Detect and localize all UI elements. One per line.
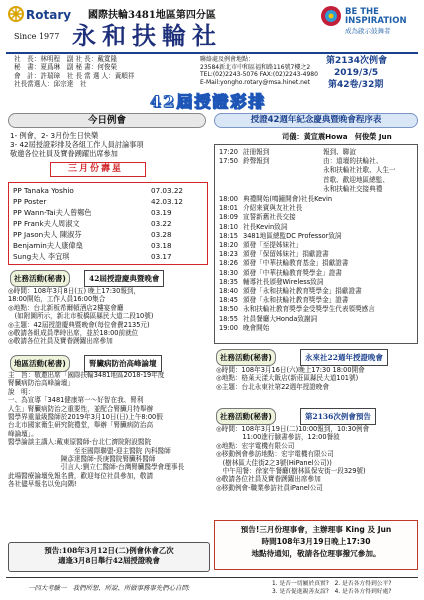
address-line: 23584新北市中和區福和路116號7樓之2 <box>200 63 311 71</box>
district-label: 國際扶輪3481地區第四分區 <box>88 10 216 21</box>
activity-details <box>8 287 153 346</box>
program-item: 頒發「永和扶輪社教育獎學金」證書 <box>243 296 349 305</box>
four-way-test-item: 1. 是否一切屬於真實? 2. 是否各方得到公平? <box>272 581 392 587</box>
program-item: 頒發「保留姊妹社」捐獻證書 <box>243 250 329 259</box>
detail-line: ◎主題：台北永東社第22週年授證晚會 <box>216 382 330 391</box>
detail-line: 醫學論談主講人:戴東原醫師-台北仁濟院附設醫院 <box>8 438 152 447</box>
activity-details <box>216 366 365 391</box>
birthday-date: 03.19 <box>151 208 172 217</box>
detail-line: 陳彥達醫師-長庚醫院腎臟科醫師 <box>8 455 156 464</box>
program-item: 晚會開始 <box>243 323 270 332</box>
detail-line: 醫學界重量級醫師於2019年3月10日(日)上午8:00假 <box>8 413 163 422</box>
program-time: 18:26 <box>219 259 239 268</box>
list-item: 敬邀各位社員及寶眷踴躍出席參加 <box>10 149 118 159</box>
program-item: 社員餐廳大Honda致謝詞 <box>243 314 318 323</box>
program-time: 18:55 <box>219 314 239 323</box>
detail-line: 中午用餐：徐家牛餐廳(樹林區保安街一段329號) <box>216 467 366 476</box>
birthday-date: 03.17 <box>151 252 172 261</box>
program-time: 18:01 <box>219 204 239 213</box>
program-item: 頒發「中華扶輪教育基金」捐獻證書 <box>243 259 349 268</box>
footer-rule <box>6 577 418 578</box>
program-note: 首歌、歡迎地區總監、 <box>323 175 389 184</box>
birthday-names <box>13 185 92 262</box>
birthday-name: Benjamin夫人康偉燊 <box>13 241 83 250</box>
program-item: 頒發「中華扶輪教育獎學金」證書 <box>243 268 342 277</box>
four-way-test-list <box>272 580 391 596</box>
program-items-top <box>243 148 269 166</box>
since-label: Since 1977 <box>14 32 60 41</box>
program-items-2 <box>243 195 375 333</box>
address-line: TEL:(02)2243-5076 FAX:(02)2243-4980 <box>200 71 318 79</box>
officers-list <box>14 55 134 89</box>
program-item: 典禮開始(鳴鐘開會)社長Kevin <box>243 195 333 203</box>
program-note: 由：道壇的扶輪社、 <box>323 157 383 166</box>
notice-line: 預告!三月份理事會，主辦理事 King 及 Jun <box>240 525 392 534</box>
header-rule <box>6 52 418 54</box>
issue-date: 2019/3/5 <box>334 68 379 78</box>
notice-line: 地點待通知，敬請各位理事撥冗參加。 <box>251 549 381 558</box>
program-time: 18:15 <box>219 231 239 240</box>
detail-line: ◎時間：108年3月8日(五) 晚上17:30報到， <box>8 287 141 295</box>
program-item: 社長Kevin致詞 <box>243 222 288 231</box>
activity-tag: 社務活動(秘書) <box>216 349 276 366</box>
detail-line: 主 旨：敬邀出席「國際扶輪3481地區2018-19年度 <box>8 371 165 379</box>
four-way-test-item: 3. 是否促進親善友誼? 4. 是否各方得到好處? <box>272 589 392 595</box>
program-header: 授證42週年紀念慶典暨晚會程序表 <box>214 113 418 128</box>
detail-line: 各社儘早報名以免向隅! <box>8 480 77 489</box>
activity-title: 永來社22週年授證晚會 <box>300 349 388 366</box>
birthday-name: PP Jason夫人 陳淑芬 <box>13 230 82 239</box>
inspiration-logo-icon <box>320 5 342 27</box>
program-item: 頒發「至提姊妹社」 <box>243 241 303 250</box>
program-time: 18:20 <box>219 241 239 250</box>
list-item: 3- 42屆授證彩排及各組工作人員討論事項 <box>10 140 144 150</box>
detail-line: 腎臟病防治高峰論壇」 <box>8 379 74 388</box>
birthday-dates <box>151 185 183 262</box>
activity-details <box>8 371 184 489</box>
program-box <box>214 144 418 344</box>
program-item: 永和扶輪社教育獎學金受獎學生代表領獎感言 <box>243 305 375 314</box>
birthday-date: 03.28 <box>151 230 172 239</box>
issue-number: 第2134次例會 <box>326 56 388 66</box>
detail-line: 11:00進行臉書參訪，12:00餐敘 <box>216 433 340 442</box>
program-note: 永和扶輪社社歌、人生一 <box>323 166 396 175</box>
birthday-name: PP Tanaka Yoshio <box>13 186 74 195</box>
detail-line: ◎敬請各位社員及寶眷踴躍出席參加 <box>216 475 321 484</box>
inspiration-subtitle: 成為啟示鼓舞者 <box>345 27 391 35</box>
birthday-name: PP Frank夫人周淑文 <box>13 219 80 228</box>
birthday-title: 三月份壽星 <box>68 164 124 174</box>
suspension-notice <box>8 542 210 572</box>
program-item: 宣誓新舊社長交接 <box>243 213 296 222</box>
detail-line: ◎地點：台北新板希爾頓酒店2樓宴會廳 <box>8 303 124 312</box>
address-line: E-Mail:yongho.rotary@msa.hinet.net <box>200 78 310 86</box>
program-time: 18:50 <box>219 305 239 314</box>
detail-line: 峰論壇」。 <box>8 429 38 438</box>
detail-line: ◎地點：格萊天漾大飯店(新莊區縣民大道101號) <box>216 374 359 383</box>
activity-title: 第2136次例會預告 <box>300 408 376 425</box>
detail-line: 引言人:劉立仁醫師-台灣腎臟醫學會理事長 <box>8 463 185 472</box>
detail-line: 人生」腎臟病防治之重要性，並配合腎臟月特舉辦 <box>8 404 154 413</box>
program-note: 報到、聯誼 <box>323 148 356 156</box>
detail-line: 至至國際聯盟-迎主醫院 內科醫師 <box>8 446 171 455</box>
program-item: 輔導社長頒發Wireless致詞 <box>243 277 324 286</box>
program-time: 18:30 <box>219 268 239 277</box>
detail-line: 說 明： <box>8 387 35 396</box>
program-time: 18:09 <box>219 213 239 222</box>
program-times <box>219 148 238 166</box>
activity-title: 42屆授證慶典暨晚會 <box>84 270 164 287</box>
detail-line: 一、為宣導「3481健康第一～好智在我、腎利 <box>8 396 144 405</box>
header <box>0 0 424 112</box>
program-time: 18:23 <box>219 250 239 259</box>
rotary-wheel-icon <box>8 6 24 22</box>
birthday-name: Sung夫人 李宜琪 <box>13 252 70 261</box>
program-time: 17:50 <box>219 157 239 166</box>
club-name: 永和扶輪社 <box>72 21 222 50</box>
activity-title: 腎臟病防治高峰論壇 <box>84 355 162 372</box>
detail-line: ◎敬請各組成員準時出席，並於18:00前就位 <box>8 329 139 338</box>
rotary-brand: Rotary <box>26 8 72 22</box>
birthday-name: PP Poster <box>13 197 47 206</box>
program-item: 介紹來賓與友社社長 <box>243 204 303 213</box>
birthday-name: PP Wann-Tai夫人曾鄭色 <box>13 208 92 217</box>
program-item: 鈴聲報到 <box>243 157 270 166</box>
activity-details <box>216 425 369 492</box>
today-meeting-header: 今日例會 <box>8 113 206 128</box>
birthday-date: 07.03.22 <box>151 186 184 195</box>
detail-line: 18:00開始，工作人員16:00集合 <box>8 295 106 304</box>
detail-line: ◎時間：108年3月19日(二)10:00報到，10:30例會 <box>216 425 370 433</box>
program-time: 18:00 <box>219 195 239 203</box>
detail-line: 此場醫療論壇免報名費，歡迎每位社員參加，敬請 <box>8 471 154 480</box>
program-hosts: 司儀：黃宣震Howa 何俊榮 Jun <box>282 132 392 141</box>
program-time: 18:10 <box>219 222 239 231</box>
program-item: 3481地區總監DC Professor致詞 <box>243 231 342 240</box>
notice-text: 預告:108年3月12日(二)例會休會乙次 適逢3月8日舉行42屆授證晚會 <box>44 546 174 565</box>
detail-line: ◎主題：42屆授證慶典暨晚會(每位會費2135元) <box>8 320 150 329</box>
program-item: 註冊報到 <box>243 148 270 156</box>
detail-line: (如附圖所示，新北市板橋區縣民大道二段10號) <box>8 312 154 321</box>
officer-line: 社 長：林明程 副 社 長：戴寬隆 <box>14 55 118 63</box>
birthday-table <box>8 182 208 265</box>
activity-tag: 地區活動(秘書) <box>10 355 70 372</box>
address-line: 聯絡處及例會地點： <box>200 56 255 63</box>
detail-line: ◎移動例會-職業參訪社員iPanel公司 <box>216 483 323 492</box>
program-time: 17:20 <box>219 148 239 156</box>
activity-tag: 社務活動(秘書) <box>216 408 276 425</box>
program-note: 永和扶輪社交接典禮 <box>323 184 383 193</box>
today-meeting-list <box>10 131 144 159</box>
program-time: 18:45 <box>219 296 239 305</box>
inspiration-title: BE THE INSPIRATION <box>345 7 407 26</box>
detail-line: 台北市國家衛生研究院禮堂，舉辦「腎臟病防治高 <box>8 421 154 430</box>
issue-volume: 第42卷/32期 <box>328 80 384 90</box>
program-time: 19:00 <box>219 323 239 332</box>
program-notes <box>323 148 396 194</box>
officer-line: 秘 書：夏爲琳 副 秘 書：何俊榮 <box>14 63 118 72</box>
detail-line: ◎敬請各位社員及寶眷踴躍出席參加 <box>8 337 113 346</box>
four-way-test-title: 一四大考驗一 我們所想、所說、所做事務事先們心自問: <box>28 584 190 592</box>
detail-line: ◎地點：宏宇電機有限公司 <box>216 441 295 450</box>
program-time: 18:40 <box>219 287 239 296</box>
detail-line: ◎移動例會參訪地點：宏宇電機有限公司 <box>216 450 334 459</box>
officer-line: 會 計：許瑞璋 社 長 當 選 人：黃順祥 <box>14 71 135 80</box>
birthday-date: 03.18 <box>151 241 172 250</box>
detail-line: (樹林區大佳街2之3號(HiPanel公司)) <box>216 458 332 467</box>
birthday-date: 03.22 <box>151 219 172 228</box>
list-item: 1- 例會，2- 3月份生日快樂 <box>10 131 99 140</box>
birthday-date: 42.03.12 <box>151 197 184 206</box>
officer-line: 社長當選人：邱宗達 社 <box>14 80 87 89</box>
program-item: 頒發「永和扶輪社教育獎學金」捐獻證書 <box>243 287 362 296</box>
notice-line: 時間108年3月19日晚上17:30 <box>261 537 371 546</box>
detail-line: ◎時間：108年3月16日(六)晚上17:30 18:00開會 <box>216 366 365 374</box>
address-block <box>200 56 318 86</box>
program-time: 18:35 <box>219 277 239 286</box>
program-times-2 <box>219 195 238 333</box>
activity-tag: 社務活動(秘書) <box>10 270 70 287</box>
board-meeting-notice <box>214 520 418 570</box>
banner-title: 42屆授證彩排 <box>150 92 267 111</box>
